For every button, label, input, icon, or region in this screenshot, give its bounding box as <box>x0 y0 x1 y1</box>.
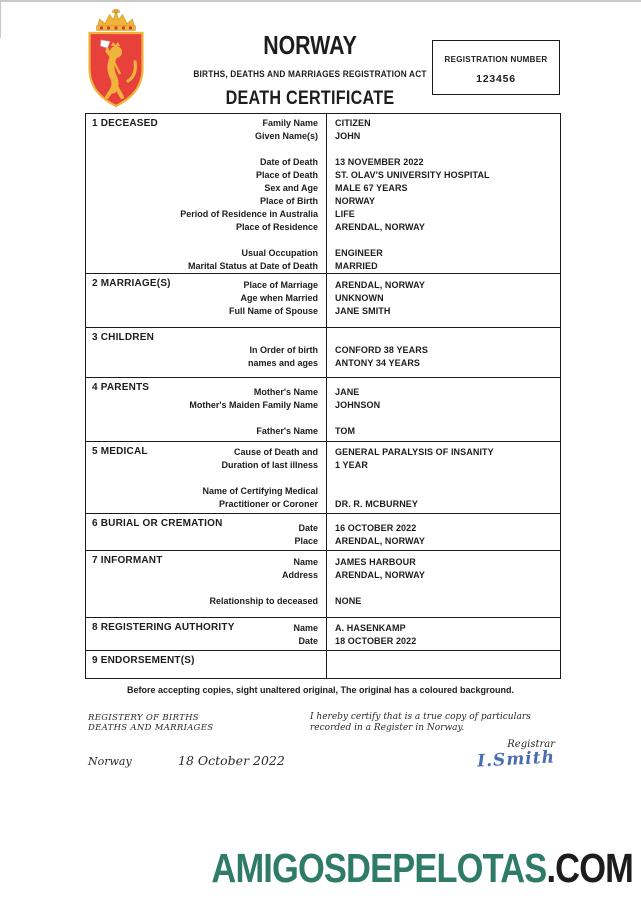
field-label: Family Name <box>262 118 318 128</box>
field-value: JANE SMITH <box>335 306 391 316</box>
field-row <box>86 522 560 535</box>
field-value: ENGINEER <box>335 248 383 258</box>
field-value: 1 YEAR <box>335 460 368 470</box>
field-label: Father's Name <box>256 426 318 436</box>
field-value: JOHN <box>335 131 361 141</box>
field-row <box>86 169 560 182</box>
certificate-section <box>86 328 560 378</box>
field-label: Duration of last illness <box>221 460 318 470</box>
field-label: names and ages <box>247 358 318 368</box>
section-title: 4 PARENTS <box>92 382 150 393</box>
registry-line-2: DEATHS AND MARRIAGES <box>88 723 214 733</box>
field-label: Address <box>281 570 318 580</box>
section-rows <box>86 279 560 318</box>
registry-office-block <box>88 713 213 733</box>
column-divider <box>326 651 327 678</box>
field-value <box>326 412 560 425</box>
field-row <box>86 344 560 357</box>
field-row <box>86 247 560 260</box>
field-row <box>86 412 560 425</box>
field-row <box>86 208 560 221</box>
field-label: Place of Residence <box>235 222 318 232</box>
field-row <box>86 156 560 169</box>
field-label: Date <box>298 636 318 646</box>
field-row <box>86 195 560 208</box>
field-label: Cause of Death and <box>233 447 318 457</box>
certificate-section <box>86 514 560 551</box>
field-label: Age when Married <box>240 293 318 303</box>
field-label: Mother's Name <box>253 387 318 397</box>
section-title: 7 INFORMANT <box>92 555 163 566</box>
field-label <box>86 472 326 485</box>
section-title: 5 MEDICAL <box>92 446 148 457</box>
certificate-section <box>86 618 560 651</box>
field-row <box>86 357 560 370</box>
field-row <box>86 221 560 234</box>
field-row <box>86 305 560 318</box>
page-left-edge <box>0 0 1 38</box>
field-row <box>86 234 560 247</box>
field-label: Usual Occupation <box>241 248 318 258</box>
field-label <box>86 582 326 595</box>
page-top-edge <box>0 0 641 2</box>
field-value: CITIZEN <box>335 118 371 128</box>
certificate-section <box>86 274 560 328</box>
certificate-section <box>86 442 560 514</box>
section-rows <box>86 622 560 648</box>
field-value: NORWAY <box>335 196 376 206</box>
field-value: DR. R. MCBURNEY <box>335 499 419 509</box>
field-row <box>86 446 560 459</box>
document-title: DEATH CERTIFICATE <box>225 88 395 109</box>
issue-place: Norway <box>88 755 132 768</box>
field-row <box>86 485 560 498</box>
field-label: Place of Marriage <box>243 280 318 290</box>
field-label: Date <box>298 523 318 533</box>
certification-statement: I hereby certify that is a true copy of particulars recorded in a Register in Norway. <box>310 712 531 733</box>
registry-line-1: REGISTERY OF BIRTHS <box>88 713 199 723</box>
field-row <box>86 635 560 648</box>
field-value: MARRIED <box>335 261 378 271</box>
field-value: LIFE <box>335 209 355 219</box>
field-label: Practitioner or Coroner <box>218 499 318 509</box>
registrar-label: Registrar <box>507 739 555 750</box>
field-label: Place <box>294 536 318 546</box>
field-row <box>86 279 560 292</box>
field-value <box>326 582 560 595</box>
field-value: ANTONY 34 YEARS <box>335 358 421 368</box>
certificate-section <box>86 551 560 618</box>
site-tld-text: .COM <box>546 845 633 891</box>
field-row <box>86 622 560 635</box>
certificate-section <box>86 114 560 274</box>
section-title: 6 BURIAL OR CREMATION <box>92 518 223 529</box>
field-row <box>86 130 560 143</box>
field-value: ARENDAL, NORWAY <box>335 536 426 546</box>
field-value: ARENDAL, NORWAY <box>335 570 426 580</box>
section-rows <box>86 522 560 548</box>
field-value: JOHNSON <box>335 400 381 410</box>
field-label <box>86 143 326 156</box>
field-value: 16 OCTOBER 2022 <box>335 523 417 533</box>
field-label: Period of Residence in Australia <box>180 209 318 219</box>
field-value <box>326 485 560 498</box>
field-label: Name of Certifying Medical <box>202 486 318 496</box>
field-label: Mother's Maiden Family Name <box>189 400 318 410</box>
field-label: Marital Status at Date of Death <box>187 261 318 271</box>
field-row <box>86 182 560 195</box>
field-value: UNKNOWN <box>335 293 384 303</box>
section-rows <box>86 344 560 370</box>
field-value <box>326 143 560 156</box>
section-title: 3 CHILDREN <box>92 332 155 343</box>
field-value: CONFORD 38 YEARS <box>335 345 428 355</box>
issue-date: 18 October 2022 <box>178 753 285 768</box>
field-label: Name <box>293 557 318 567</box>
site-name-text: AMIGOSDEPELOTAS <box>211 845 547 891</box>
certificate-section <box>86 651 560 678</box>
registrar-signature: I.Smith <box>476 747 556 772</box>
field-value: NONE <box>335 596 362 606</box>
field-label: Date of Death <box>259 157 318 167</box>
field-row <box>86 472 560 485</box>
field-value: TOM <box>335 426 356 436</box>
field-row <box>86 569 560 582</box>
field-row <box>86 595 560 608</box>
field-value: MALE 67 YEARS <box>335 183 408 193</box>
section-rows <box>86 446 560 511</box>
certificate-table <box>85 113 561 679</box>
field-row <box>86 292 560 305</box>
field-row <box>86 498 560 511</box>
field-value: A. HASENKAMP <box>335 623 406 633</box>
field-value: ARENDAL, NORWAY <box>335 222 426 232</box>
field-row <box>86 425 560 438</box>
field-row <box>86 399 560 412</box>
field-label: Relationship to deceased <box>209 596 318 606</box>
field-value <box>326 472 560 485</box>
copy-warning-note: Before accepting copies, sight unaltered original, The original has a coloured background. <box>126 685 515 695</box>
field-label: Name <box>293 623 318 633</box>
field-row <box>86 143 560 156</box>
field-label <box>86 412 326 425</box>
field-value: GENERAL PARALYSIS OF INSANITY <box>335 447 494 457</box>
field-value: ST. OLAV'S UNIVERSITY HOSPITAL <box>335 170 490 180</box>
registration-act-line: BIRTHS, DEATHS AND MARRIAGES REGISTRATION ACT <box>193 69 427 79</box>
registration-number-value: 123456 <box>476 73 516 85</box>
section-title: 8 REGISTERING AUTHORITY <box>92 622 235 633</box>
certificate-section <box>86 378 560 442</box>
field-value: JANE <box>335 387 360 397</box>
field-row <box>86 386 560 399</box>
field-value: JAMES HARBOUR <box>335 557 416 567</box>
field-label: In Order of birth <box>249 345 318 355</box>
registration-number-box <box>432 40 560 95</box>
section-title: 1 DECEASED <box>92 118 158 129</box>
field-row <box>86 535 560 548</box>
field-label: Full Name of Spouse <box>228 306 318 316</box>
section-title: 9 ENDORSEMENT(S) <box>92 655 195 666</box>
site-watermark-logo <box>101 845 633 892</box>
field-label: Place of Birth <box>259 196 318 206</box>
registration-number-label: REGISTRATION NUMBER <box>444 55 548 64</box>
field-label: Given Name(s) <box>254 131 318 141</box>
field-value: 13 NOVEMBER 2022 <box>335 157 424 167</box>
field-label <box>86 234 326 247</box>
field-label: Place of Death <box>255 170 318 180</box>
certificate-header <box>170 30 450 110</box>
section-rows <box>86 117 560 273</box>
country-title: NORWAY <box>263 30 357 60</box>
norway-coat-of-arms-icon <box>84 8 148 108</box>
field-value: 18 OCTOBER 2022 <box>335 636 417 646</box>
field-row <box>86 117 560 130</box>
section-rows <box>86 386 560 438</box>
field-row <box>86 459 560 472</box>
field-value: ARENDAL, NORWAY <box>335 280 426 290</box>
field-value <box>326 234 560 247</box>
section-title: 2 MARRIAGE(S) <box>92 278 171 289</box>
section-rows <box>86 556 560 608</box>
field-row <box>86 260 560 273</box>
field-row <box>86 582 560 595</box>
field-row <box>86 556 560 569</box>
field-label: Sex and Age <box>264 183 318 193</box>
